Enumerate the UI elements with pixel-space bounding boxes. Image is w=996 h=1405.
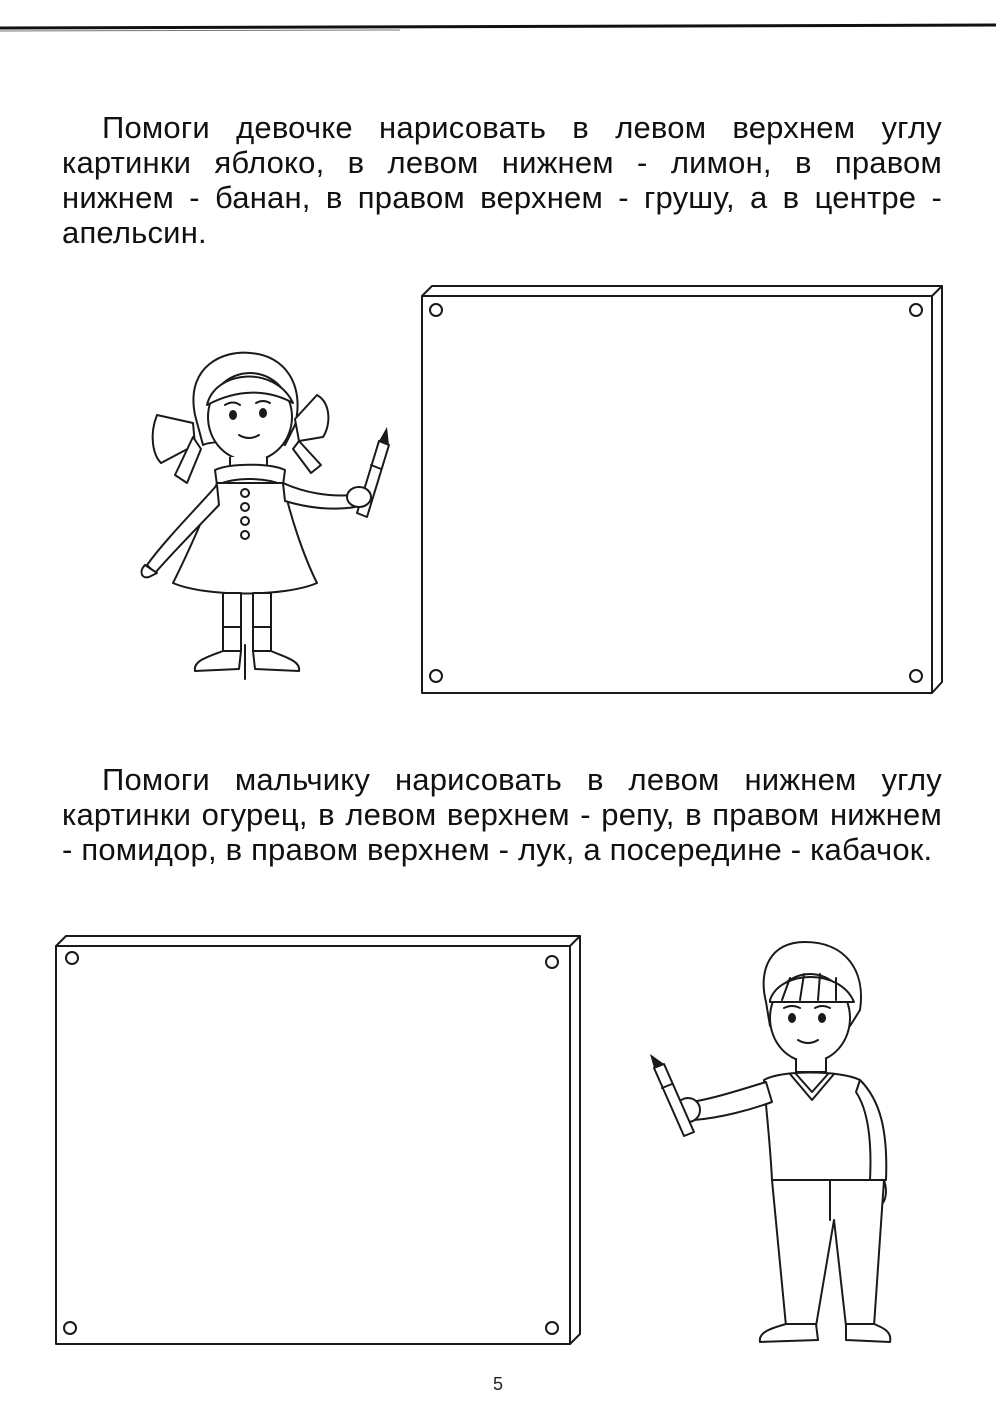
top-border-line — [0, 22, 996, 36]
drawing-board-1[interactable] — [418, 282, 946, 697]
boy-with-pencil-illustration — [640, 930, 900, 1350]
page-number: 5 — [492, 1374, 503, 1394]
girl-with-pencil-illustration — [135, 345, 395, 685]
drawing-board-2[interactable] — [52, 932, 584, 1348]
task-1-instruction: Помоги девочке нарисовать в левом верхнем углу картинки яблоко, в левом нижнем - лимон, в правом нижнем - банан, в правом верхнем - грушу, а в центре - апельсин. — [62, 110, 942, 250]
task-2-instruction: Помоги мальчику нарисовать в левом нижнем углу картинки огурец, в левом верхнем - репу, в правом нижнем - помидор, в правом верхнем - лук, а посередине - кабачок. — [62, 762, 942, 867]
